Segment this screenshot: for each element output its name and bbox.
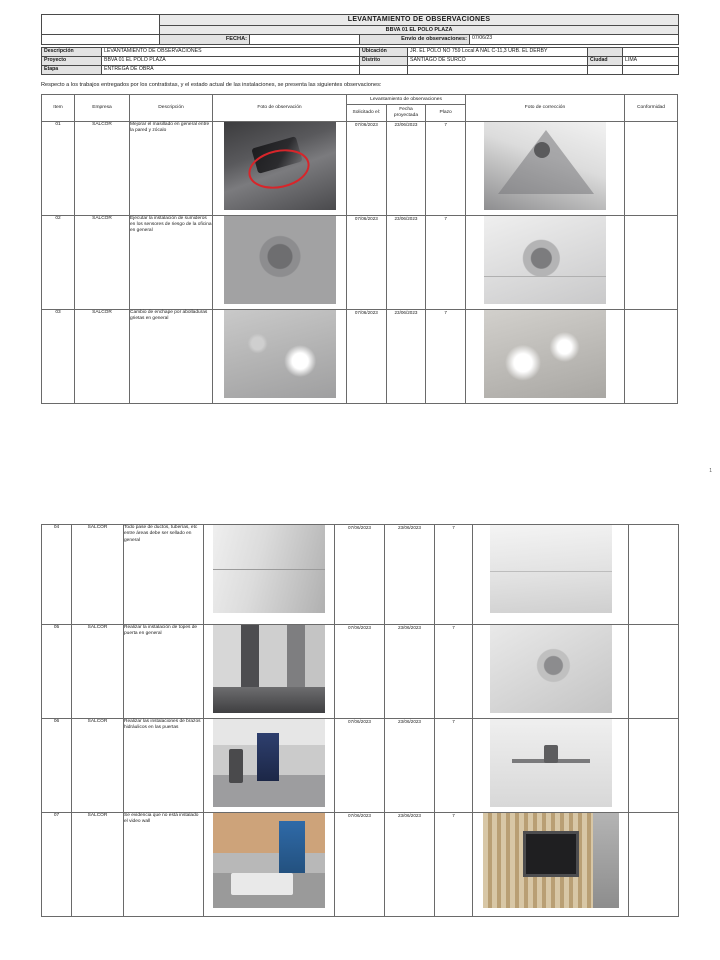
cell-plazo: 7 xyxy=(435,813,473,917)
cell-foto-observacion xyxy=(213,121,347,215)
info-value-proyecto: BBVA 01 EL POLO PLAZA xyxy=(102,56,360,65)
col-foto-observacion: Foto de observación xyxy=(213,94,347,121)
col-empresa: Empresa xyxy=(75,94,130,121)
cell-conformidad xyxy=(625,215,678,309)
cell-fecha: 23/06/2023 xyxy=(385,719,435,813)
envio-label: Envío de observaciones: xyxy=(360,35,470,44)
cell-conformidad xyxy=(629,625,679,719)
fecha-value xyxy=(250,35,360,44)
info-value-etapa: ENTREGA DE OBRA xyxy=(102,65,360,74)
cell-plazo: 7 xyxy=(435,625,473,719)
cell-solicitado: 07/06/2023 xyxy=(347,121,387,215)
cell-empresa: SALCOR xyxy=(72,625,124,719)
info-label-etapa: Etapa xyxy=(42,65,102,74)
cell-foto-correccion xyxy=(473,525,629,625)
cell-foto-correccion xyxy=(473,719,629,813)
info-value-descripcion: LEVANTAMIENTO DE OBSERVACIONES xyxy=(102,47,360,56)
cell-plazo: 7 xyxy=(435,525,473,625)
cell-empresa: SALCOR xyxy=(75,121,130,215)
cell-descripcion: Realizar la instalación de topes de puerta en general xyxy=(124,625,204,719)
cell-solicitado: 07/06/2023 xyxy=(347,215,387,309)
info-value-ubicacion: JR. EL POLO NO 759 Local A NAL C-11,3 URB. EL DERBY xyxy=(408,47,588,56)
document-subtitle: BBVA 01 EL POLO PLAZA xyxy=(160,26,679,35)
table-row xyxy=(42,813,679,917)
observation-photo xyxy=(213,625,325,713)
info-label-distrito: Distrito xyxy=(360,56,408,65)
info-value-extra-1 xyxy=(623,47,679,56)
document-info-table xyxy=(41,47,679,75)
col-group-levantamiento: Levantamiento de observaciones xyxy=(347,94,466,105)
cell-item: 07 xyxy=(42,813,72,917)
document-title: LEVANTAMIENTO DE OBSERVACIONES xyxy=(160,15,679,26)
cell-empresa: SALCOR xyxy=(72,813,124,917)
observation-photo xyxy=(213,525,325,613)
observation-photo xyxy=(213,813,325,908)
col-conformidad: Conformidad xyxy=(625,94,678,121)
table-row xyxy=(42,309,678,403)
cell-plazo: 7 xyxy=(426,121,466,215)
cell-plazo: 7 xyxy=(426,309,466,403)
observations-table-part-1 xyxy=(41,94,678,404)
correction-photo xyxy=(490,525,612,613)
info-label-proyecto: Proyecto xyxy=(42,56,102,65)
cell-foto-observacion xyxy=(204,719,335,813)
observation-photo xyxy=(213,719,325,807)
observation-photo xyxy=(224,122,336,210)
observation-photo xyxy=(224,310,336,398)
intro-paragraph: Respecto a los trabajos entregados por los contratistas, y el estado actual de las instalaciones, se presenta las siguientes observaciones: xyxy=(41,81,382,88)
cell-solicitado: 07/06/2023 xyxy=(335,719,385,813)
table-row xyxy=(42,625,679,719)
cell-item: 06 xyxy=(42,719,72,813)
logo-cell xyxy=(42,15,160,35)
correction-photo xyxy=(484,122,606,210)
cell-foto-observacion xyxy=(213,309,347,403)
col-foto-correccion: Foto de corrección xyxy=(466,94,625,121)
page-marker: 1 xyxy=(709,468,712,474)
cell-fecha: 23/06/2023 xyxy=(386,309,426,403)
header-blank-left xyxy=(42,35,160,44)
cell-item: 05 xyxy=(42,625,72,719)
cell-empresa: SALCOR xyxy=(72,719,124,813)
cell-foto-observacion xyxy=(213,215,347,309)
fecha-label: FECHA: xyxy=(160,35,250,44)
info-blank-b xyxy=(360,65,408,74)
cell-conformidad xyxy=(629,719,679,813)
info-row xyxy=(42,65,679,74)
info-blank-d xyxy=(588,65,623,74)
cell-conformidad xyxy=(625,121,678,215)
table-row xyxy=(42,719,679,813)
col-descripcion: Descripción xyxy=(130,94,213,121)
cell-descripcion: Mejorar el masillado en general entre la pared y zócalo xyxy=(130,121,213,215)
cell-plazo: 7 xyxy=(426,215,466,309)
document-header-table xyxy=(41,14,679,45)
cell-solicitado: 07/06/2023 xyxy=(335,625,385,719)
cell-fecha: 23/06/2023 xyxy=(385,625,435,719)
cell-descripcion: Todo pase de ductos, tuberías, etc entre áreas debe ser sellado en general xyxy=(124,525,204,625)
cell-foto-observacion xyxy=(204,813,335,917)
cell-foto-observacion xyxy=(204,525,335,625)
cell-conformidad xyxy=(625,309,678,403)
info-label-ubicacion: Ubicación xyxy=(360,47,408,56)
cell-descripcion: Realizar las instalaciones de brazos hidráulicos en las puertas xyxy=(124,719,204,813)
info-row xyxy=(42,56,679,65)
cell-conformidad xyxy=(629,813,679,917)
table-row xyxy=(42,525,679,625)
cell-foto-correccion xyxy=(473,625,629,719)
cell-foto-correccion xyxy=(466,121,625,215)
correction-photo xyxy=(490,719,612,807)
info-blank-c xyxy=(408,65,588,74)
cell-item: 01 xyxy=(42,121,75,215)
col-solicitado: Solicitado el: xyxy=(347,105,387,121)
cell-descripcion: Cambio de enchape por abolladuras grietas en general xyxy=(130,309,213,403)
sheet-one xyxy=(41,14,678,404)
cell-item: 02 xyxy=(42,215,75,309)
info-value-ciudad: LIMA xyxy=(623,56,679,65)
info-label-ciudad: Ciudad xyxy=(588,56,623,65)
observation-photo xyxy=(224,216,336,304)
cell-empresa: SALCOR xyxy=(75,309,130,403)
cell-solicitado: 07/06/2023 xyxy=(335,525,385,625)
cell-descripcion: Ejecutar la instalación de sumideros en los sensores de riesgo de la oficina en general xyxy=(130,215,213,309)
cell-solicitado: 07/06/2023 xyxy=(347,309,387,403)
info-blank-e xyxy=(623,65,679,74)
cell-fecha: 23/06/2023 xyxy=(386,121,426,215)
observations-table-part-2 xyxy=(41,524,679,917)
correction-photo xyxy=(483,813,619,908)
col-fecha-proyectada: Fecha proyectada xyxy=(386,105,426,121)
cell-fecha: 23/06/2023 xyxy=(385,525,435,625)
correction-photo xyxy=(490,625,612,713)
correction-photo xyxy=(484,310,606,398)
cell-plazo: 7 xyxy=(435,719,473,813)
cell-solicitado: 07/06/2023 xyxy=(335,813,385,917)
info-row xyxy=(42,47,679,56)
info-value-distrito: SANTIAGO DE SURCO xyxy=(408,56,588,65)
table-row xyxy=(42,215,678,309)
cell-foto-observacion xyxy=(204,625,335,719)
cell-conformidad xyxy=(629,525,679,625)
cell-descripcion: Se evidencia que no está instalado el video wall xyxy=(124,813,204,917)
correction-photo xyxy=(484,216,606,304)
col-plazo: Plazo xyxy=(426,105,466,121)
col-item: Item xyxy=(42,94,75,121)
info-label-descripcion: Descripción xyxy=(42,47,102,56)
cell-fecha: 23/06/2023 xyxy=(385,813,435,917)
cell-foto-correccion xyxy=(466,215,625,309)
cell-foto-correccion xyxy=(473,813,629,917)
envio-value: 07/06/23 xyxy=(470,35,679,44)
sheet-two xyxy=(41,524,678,917)
cell-fecha: 23/06/2023 xyxy=(386,215,426,309)
cell-foto-correccion xyxy=(466,309,625,403)
cell-item: 04 xyxy=(42,525,72,625)
cell-empresa: SALCOR xyxy=(72,525,124,625)
cell-item: 03 xyxy=(42,309,75,403)
info-label-extra-1 xyxy=(588,47,623,56)
cell-empresa: SALCOR xyxy=(75,215,130,309)
table-row xyxy=(42,121,678,215)
